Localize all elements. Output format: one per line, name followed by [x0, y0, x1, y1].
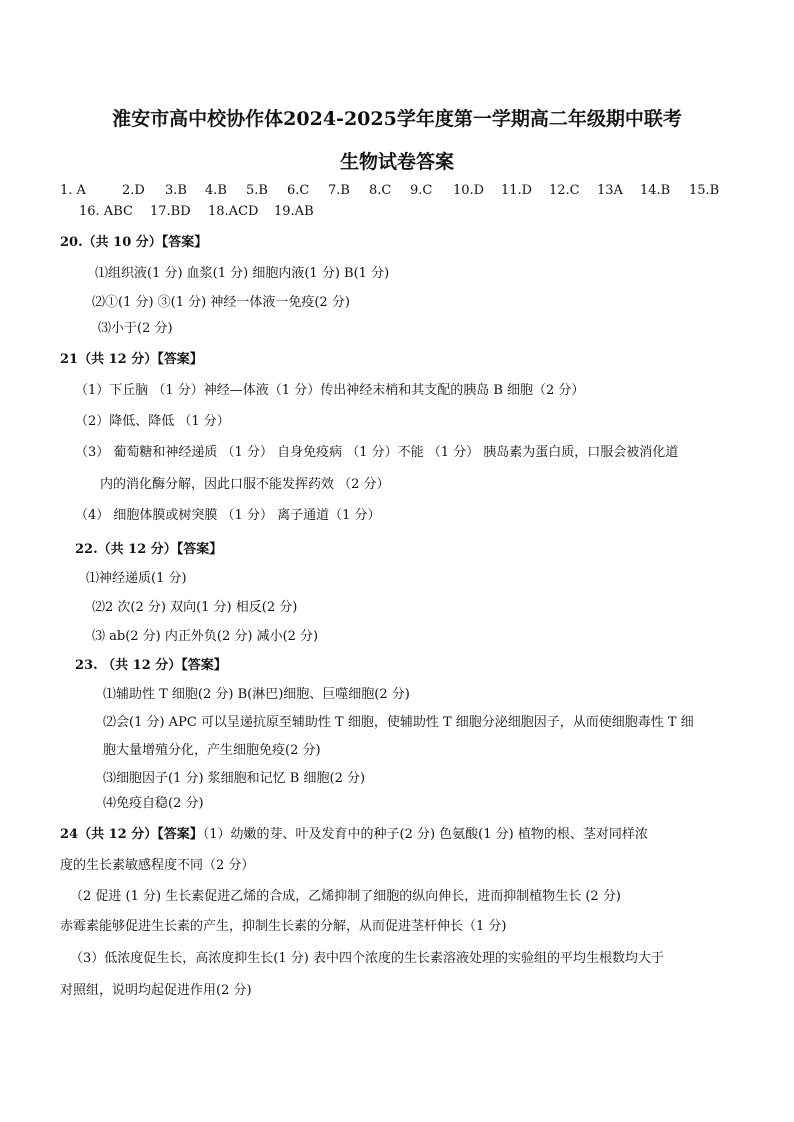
q24-line-2: 度的生长素敏感程度不同（2 分）: [60, 858, 255, 873]
mc-answer: 18.ACD: [208, 204, 259, 219]
q23-line-5: ⑷免疫自稳(2 分): [103, 796, 204, 811]
q24-line-5: （3）低浓度促生长，高浓度抑生长(1 分) 表中四个浓度的生长素溶液处理的实验组的平均生根数均大于: [70, 951, 664, 966]
mc-answer: 15.B: [689, 183, 720, 198]
mc-answer: 7.B: [328, 183, 350, 198]
page-subtitle: 生物试卷答案: [339, 151, 454, 173]
page-title: 淮安市高中校协作体2024-2025学年度第一学期高二年级期中联考: [112, 108, 682, 130]
mc-answer: 12.C: [549, 183, 580, 198]
q21-line-5: （4） 细胞体膜或树突膜 （1 分） 离子通道（1 分）: [75, 508, 381, 523]
mc-answer: 16. ABC: [79, 204, 133, 219]
q22-line-3: ⑶ ab(2 分) 内正外负(2 分) 减小(2 分): [92, 629, 319, 644]
q24-line-1: [60, 826, 648, 844]
mc-answer: 3.B: [165, 183, 187, 198]
q21-line-2: （2）降低、降低 （1 分）: [75, 414, 230, 429]
mc-answer: 1. A: [60, 183, 86, 198]
q24-line-3: （2 促进 (1 分) 生长素促进乙烯的合成，乙烯抑制了细胞的纵向伸长，进而抑制植物生长 (2 分): [70, 889, 621, 904]
mc-answer: 10.D: [453, 183, 485, 198]
mc-answer: 4.B: [205, 183, 227, 198]
mc-answer: 14.B: [640, 183, 671, 198]
mc-answer: 11.D: [501, 183, 533, 198]
mc-answer: 2.D: [122, 183, 145, 198]
q20-line-3: ⑶小于(2 分): [98, 321, 173, 336]
q21-line-1: （1）下丘脑 （1 分）神经—体液（1 分）传出神经末梢和其支配的胰岛 B 细胞（2 分）: [75, 383, 585, 398]
q23-line-3: 胞大量增殖分化，产生细胞免疫(2 分): [103, 743, 321, 758]
mc-answer: 17.BD: [150, 204, 191, 219]
mc-answer: 13A: [597, 183, 623, 198]
mc-answer: 19.AB: [274, 204, 314, 219]
q23-heading: 23. （共 12 分）【答案】: [75, 658, 227, 673]
mc-answer: 5.B: [246, 183, 268, 198]
q24-heading: 24（共 12 分）【答案】: [60, 827, 203, 842]
q20-line-2: ⑵①(1 分) ③(1 分) 神经一体液一免疫(2 分): [92, 295, 350, 310]
q24-line-6: 对照组，说明均起促进作用(2 分): [60, 983, 252, 998]
q22-heading: 22.（共 12 分）【答案】: [75, 542, 223, 557]
q22-line-2: ⑵2 次(2 分) 双向(1 分) 相反(2 分): [92, 600, 298, 615]
q24-line-1-text: （1）幼嫩的芽、叶及发育中的种子(2 分) 色氨酸(1 分) 植物的根、茎对同样浓: [202, 827, 648, 842]
q22-line-1: ⑴神经递质(1 分): [86, 571, 187, 586]
q21-heading: 21（共 12 分）【答案】: [60, 352, 203, 367]
q21-line-4: 内的消化酶分解，因此口服不能发挥药效 （2 分）: [100, 477, 390, 492]
q23-line-1: ⑴辅助性 T 细胞(2 分) B(淋巴)细胞、巨噬细胞(2 分): [103, 687, 410, 702]
mc-answer: 9.C: [410, 183, 433, 198]
q20-heading: 20.（共 10 分）【答案】: [60, 235, 208, 250]
q20-line-1: ⑴组织液(1 分) 血浆(1 分) 细胞内液(1 分) B(1 分): [95, 266, 390, 281]
q23-line-2: ⑵会(1 分) APC 可以呈递抗原至辅助性 T 细胞，使辅助性 T 细胞分泌细胞因子，从而使细胞毒性 T 细: [103, 715, 694, 730]
q21-line-3: （3） 葡萄糖和神经递质 （1 分） 自身免疫病 （1 分）不能 （1 分） 胰岛素为蛋白质，口服会被消化道: [75, 445, 679, 460]
q24-line-4: 赤霉素能够促进生长素的产生，抑制生长素的分解，从而促进茎杆伸长（1 分): [60, 919, 507, 934]
mc-answer: 6.C: [287, 183, 310, 198]
q23-line-4: ⑶细胞因子(1 分) 浆细胞和记忆 B 细胞(2 分): [103, 771, 366, 786]
mc-answer: 8.C: [369, 183, 392, 198]
